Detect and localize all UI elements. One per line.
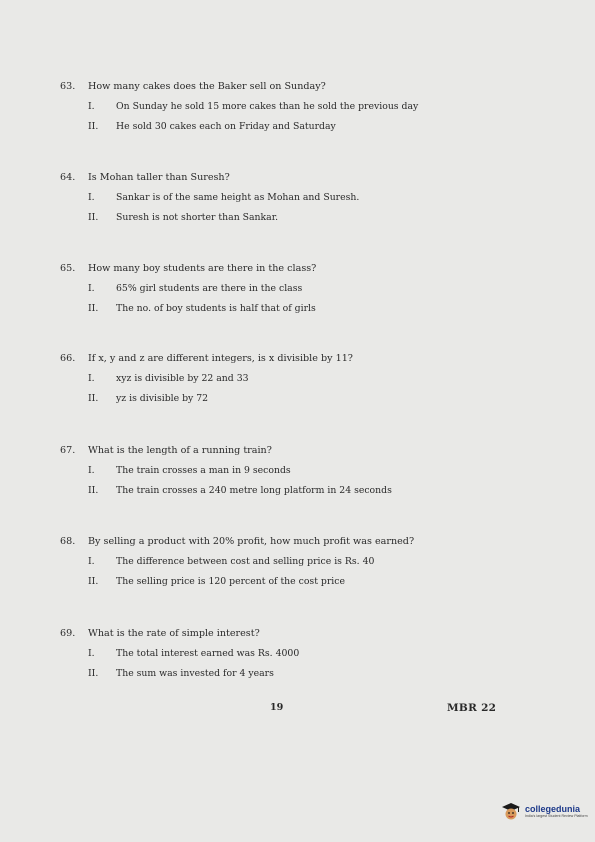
question-text: How many cakes does the Baker sell on Sunday? — [88, 81, 326, 92]
statement-text: Sankar is of the same height as Mohan and Suresh. — [116, 192, 360, 203]
statement-label: I. — [88, 283, 95, 294]
statement-label: I. — [88, 101, 95, 112]
question-number: 69. — [60, 628, 76, 639]
statement-text: The selling price is 120 percent of the cost price — [116, 576, 345, 587]
statement-label: II. — [88, 121, 99, 132]
question-number: 65. — [60, 263, 76, 274]
statement-label: II. — [88, 576, 99, 587]
question-69 — [60, 627, 530, 681]
statement-label: II. — [88, 485, 99, 496]
question-63 — [60, 80, 530, 134]
question-number: 64. — [60, 172, 76, 183]
statement-text: On Sunday he sold 15 more cakes than he sold the previous day — [116, 101, 419, 112]
question-number: 67. — [60, 445, 76, 456]
statement-label: I. — [88, 465, 95, 476]
statement-label: II. — [88, 393, 99, 404]
statement-text: The train crosses a 240 metre long platform in 24 seconds — [116, 485, 392, 496]
statement-label: I. — [88, 556, 95, 567]
statement-text: The train crosses a man in 9 seconds — [116, 465, 291, 476]
statement-text: The no. of boy students is half that of girls — [116, 303, 316, 314]
statement-label: II. — [88, 668, 99, 679]
statement-text: The difference between cost and selling price is Rs. 40 — [116, 556, 375, 567]
statement-label: II. — [88, 303, 99, 314]
graduate-mascot-icon — [500, 800, 522, 822]
statement-label: I. — [88, 192, 95, 203]
statement-text: He sold 30 cakes each on Friday and Saturday — [116, 121, 336, 132]
statement-text: Suresh is not shorter than Sankar. — [116, 212, 279, 223]
statement-label: I. — [88, 648, 95, 659]
statement-text: yz is divisible by 72 — [116, 393, 209, 404]
statement-text: The sum was invested for 4 years — [116, 668, 274, 679]
statement-label: I. — [88, 373, 95, 384]
statement-text: 65% girl students are there in the class — [116, 283, 303, 294]
watermark-tagline: India's largest Student Review Platform — [525, 813, 588, 818]
question-67 — [60, 444, 530, 498]
question-68 — [60, 535, 530, 589]
question-text: What is the rate of simple interest? — [88, 628, 260, 639]
question-text: How many boy students are there in the class? — [88, 263, 317, 274]
statement-text: The total interest earned was Rs. 4000 — [116, 648, 300, 659]
question-text: By selling a product with 20% profit, how much profit was earned? — [88, 536, 415, 547]
question-66 — [60, 352, 530, 406]
statement-text: xyz is divisible by 22 and 33 — [116, 373, 249, 384]
question-number: 68. — [60, 536, 76, 547]
page-number: 19 — [270, 702, 284, 713]
paper-code: MBR 22 — [447, 702, 497, 714]
question-text: If x, y and z are different integers, is x divisible by 11? — [88, 353, 353, 364]
question-number: 63. — [60, 81, 76, 92]
question-64 — [60, 171, 530, 225]
question-65 — [60, 262, 530, 316]
question-text: What is the length of a running train? — [88, 445, 272, 456]
statement-label: II. — [88, 212, 99, 223]
question-text: Is Mohan taller than Suresh? — [88, 172, 230, 183]
question-number: 66. — [60, 353, 76, 364]
watermark-name: collegedunia — [525, 803, 581, 814]
collegedunia-watermark — [500, 800, 588, 822]
